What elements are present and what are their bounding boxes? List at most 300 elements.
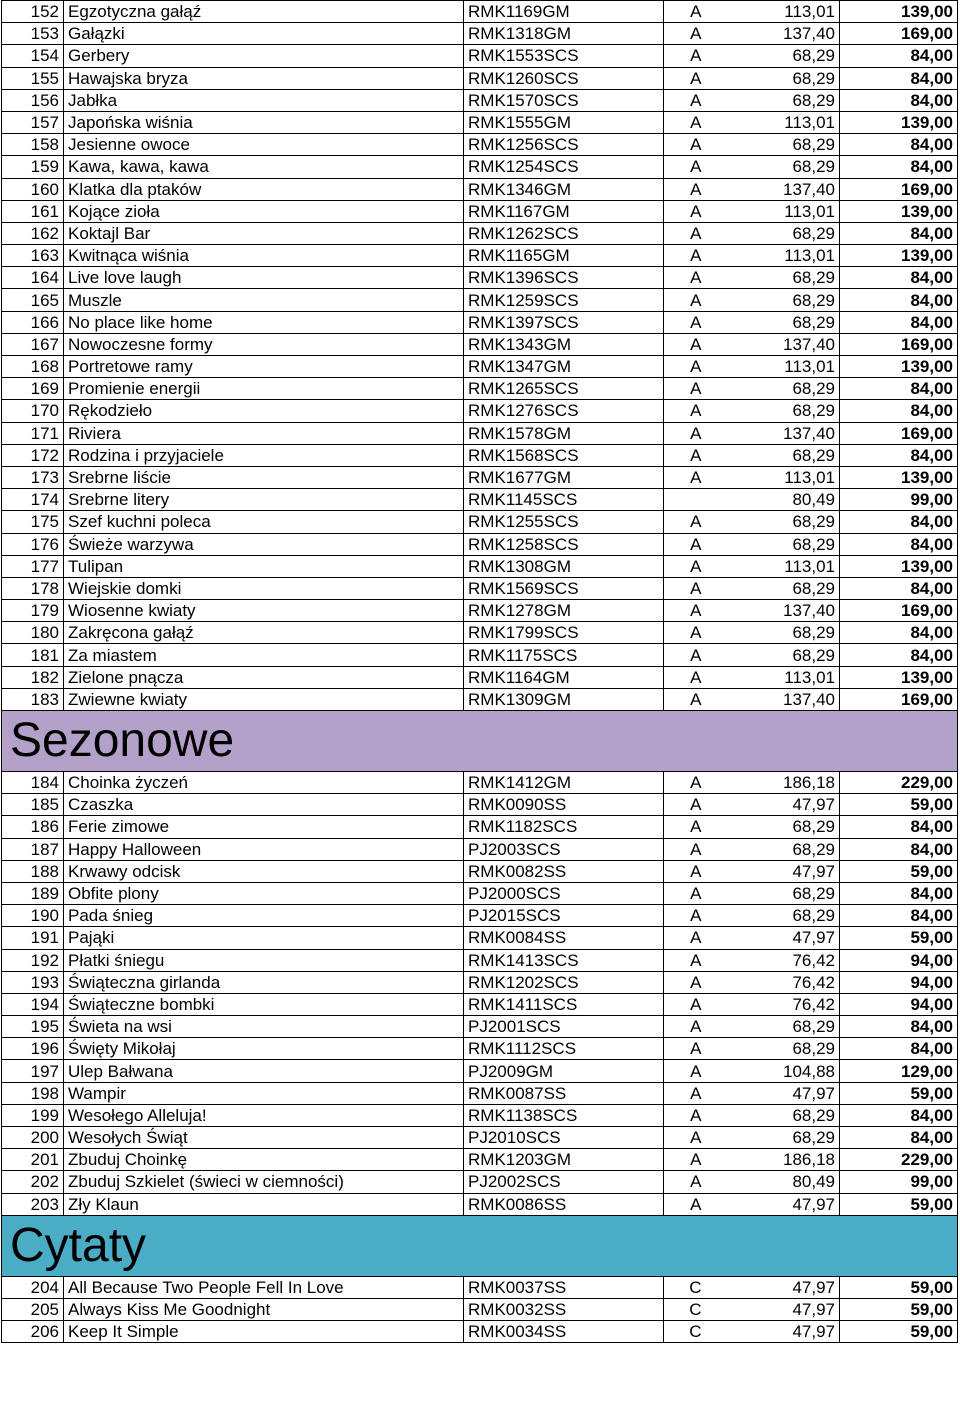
item-category: A	[664, 400, 706, 422]
price-net: 47,97	[706, 927, 840, 949]
price-net: 113,01	[706, 200, 840, 222]
item-number: 172	[2, 444, 64, 466]
price-net: 113,01	[706, 245, 840, 267]
item-number: 159	[2, 156, 64, 178]
price-net: 186,18	[706, 772, 840, 794]
item-code: RMK1553SCS	[464, 45, 664, 67]
table-row	[2, 577, 958, 599]
item-code: RMK1318GM	[464, 23, 664, 45]
item-code: RMK1256SCS	[464, 134, 664, 156]
price-net: 68,29	[706, 378, 840, 400]
table-row	[2, 111, 958, 133]
table-row	[2, 45, 958, 67]
item-name: No place like home	[64, 311, 464, 333]
item-number: 184	[2, 772, 64, 794]
price-gross: 229,00	[840, 1149, 958, 1171]
table-row	[2, 555, 958, 577]
item-category: C	[664, 1298, 706, 1320]
item-name: Jesienne owoce	[64, 134, 464, 156]
price-net: 137,40	[706, 422, 840, 444]
item-number: 173	[2, 466, 64, 488]
item-category: A	[664, 267, 706, 289]
item-name: Ferie zimowe	[64, 816, 464, 838]
item-category: A	[664, 949, 706, 971]
item-category: A	[664, 333, 706, 355]
item-category: A	[664, 1171, 706, 1193]
item-name: Szef kuchni poleca	[64, 511, 464, 533]
item-code: PJ2009GM	[464, 1060, 664, 1082]
price-net: 68,29	[706, 577, 840, 599]
price-net: 76,42	[706, 949, 840, 971]
price-gross: 94,00	[840, 971, 958, 993]
price-net: 186,18	[706, 1149, 840, 1171]
item-name: Za miastem	[64, 644, 464, 666]
item-category: A	[664, 23, 706, 45]
table-row	[2, 400, 958, 422]
item-name: Rodzina i przyjaciele	[64, 444, 464, 466]
item-category: A	[664, 1193, 706, 1215]
item-code: RMK1262SCS	[464, 222, 664, 244]
item-code: PJ2000SCS	[464, 882, 664, 904]
item-name: Srebrne litery	[64, 489, 464, 511]
item-category: A	[664, 1060, 706, 1082]
item-category: A	[664, 794, 706, 816]
item-name: Świeta na wsi	[64, 1016, 464, 1038]
table-row	[2, 222, 958, 244]
item-code: RMK1412GM	[464, 772, 664, 794]
item-category: A	[664, 666, 706, 688]
item-category: A	[664, 178, 706, 200]
item-name: Płatki śniegu	[64, 949, 464, 971]
item-name: Nowoczesne formy	[64, 333, 464, 355]
item-code: RMK1259SCS	[464, 289, 664, 311]
item-name: Święty Mikołaj	[64, 1038, 464, 1060]
item-number: 177	[2, 555, 64, 577]
item-number: 163	[2, 245, 64, 267]
item-number: 193	[2, 971, 64, 993]
price-net: 47,97	[706, 1082, 840, 1104]
item-name: Jabłka	[64, 89, 464, 111]
item-number: 183	[2, 688, 64, 710]
item-name: Gałązki	[64, 23, 464, 45]
table-row	[2, 333, 958, 355]
item-name: Always Kiss Me Goodnight	[64, 1298, 464, 1320]
price-net: 113,01	[706, 666, 840, 688]
price-net: 68,29	[706, 134, 840, 156]
item-code: RMK1569SCS	[464, 577, 664, 599]
price-gross: 84,00	[840, 45, 958, 67]
table-row	[2, 860, 958, 882]
item-name: Egzotyczna gałąź	[64, 1, 464, 23]
item-number: 203	[2, 1193, 64, 1215]
item-name: Tulipan	[64, 555, 464, 577]
item-number: 189	[2, 882, 64, 904]
price-net: 137,40	[706, 688, 840, 710]
item-code: RMK1278GM	[464, 600, 664, 622]
item-number: 167	[2, 333, 64, 355]
price-gross: 84,00	[840, 816, 958, 838]
price-gross: 59,00	[840, 794, 958, 816]
section-title: Cytaty	[2, 1215, 958, 1276]
price-gross: 59,00	[840, 1276, 958, 1298]
item-name: Hawajska bryza	[64, 67, 464, 89]
item-category: A	[664, 245, 706, 267]
item-category: A	[664, 222, 706, 244]
price-gross: 84,00	[840, 882, 958, 904]
price-net: 113,01	[706, 356, 840, 378]
item-code: RMK1568SCS	[464, 444, 664, 466]
item-category: A	[664, 1104, 706, 1126]
item-category: A	[664, 67, 706, 89]
price-gross: 84,00	[840, 644, 958, 666]
price-net: 68,29	[706, 1104, 840, 1126]
price-net: 68,29	[706, 400, 840, 422]
price-gross: 139,00	[840, 1, 958, 23]
item-name: Świeże warzywa	[64, 533, 464, 555]
item-category: A	[664, 882, 706, 904]
item-category: A	[664, 1127, 706, 1149]
price-gross: 84,00	[840, 289, 958, 311]
item-number: 202	[2, 1171, 64, 1193]
price-net: 68,29	[706, 511, 840, 533]
item-number: 165	[2, 289, 64, 311]
item-category: A	[664, 45, 706, 67]
item-number: 198	[2, 1082, 64, 1104]
item-name: Srebrne liście	[64, 466, 464, 488]
item-code: RMK1164GM	[464, 666, 664, 688]
item-name: Zbuduj Szkielet (świeci w ciemności)	[64, 1171, 464, 1193]
table-row	[2, 156, 958, 178]
table-row	[2, 67, 958, 89]
price-gross: 84,00	[840, 67, 958, 89]
price-net: 68,29	[706, 905, 840, 927]
item-code: RMK1255SCS	[464, 511, 664, 533]
price-net: 113,01	[706, 466, 840, 488]
item-number: 155	[2, 67, 64, 89]
item-code: RMK1578GM	[464, 422, 664, 444]
price-net: 80,49	[706, 1171, 840, 1193]
table-row	[2, 489, 958, 511]
item-name: Kojące zioła	[64, 200, 464, 222]
price-net: 76,42	[706, 971, 840, 993]
table-row	[2, 927, 958, 949]
table-row	[2, 1060, 958, 1082]
item-name: Zakręcona gałąź	[64, 622, 464, 644]
price-net: 68,29	[706, 1016, 840, 1038]
item-number: 156	[2, 89, 64, 111]
table-row	[2, 949, 958, 971]
item-name: Świąteczne bombki	[64, 993, 464, 1015]
item-name: Kawa, kawa, kawa	[64, 156, 464, 178]
price-net: 68,29	[706, 444, 840, 466]
price-net: 68,29	[706, 222, 840, 244]
item-code: RMK1167GM	[464, 200, 664, 222]
price-gross: 94,00	[840, 949, 958, 971]
table-row	[2, 666, 958, 688]
price-gross: 84,00	[840, 311, 958, 333]
item-code: RMK1254SCS	[464, 156, 664, 178]
item-code: RMK1308GM	[464, 555, 664, 577]
item-code: RMK1182SCS	[464, 816, 664, 838]
table-row	[2, 1127, 958, 1149]
item-code: RMK0037SS	[464, 1276, 664, 1298]
price-net: 137,40	[706, 333, 840, 355]
item-number: 179	[2, 600, 64, 622]
price-net: 68,29	[706, 89, 840, 111]
item-category: A	[664, 993, 706, 1015]
item-name: Portretowe ramy	[64, 356, 464, 378]
item-name: Promienie energii	[64, 378, 464, 400]
price-net: 68,29	[706, 1038, 840, 1060]
item-number: 161	[2, 200, 64, 222]
price-net: 68,29	[706, 838, 840, 860]
price-gross: 84,00	[840, 577, 958, 599]
item-code: RMK1202SCS	[464, 971, 664, 993]
item-code: RMK0087SS	[464, 1082, 664, 1104]
price-net: 68,29	[706, 156, 840, 178]
price-gross: 169,00	[840, 600, 958, 622]
price-net: 104,88	[706, 1060, 840, 1082]
price-gross: 139,00	[840, 666, 958, 688]
item-number: 206	[2, 1321, 64, 1343]
table-row	[2, 993, 958, 1015]
price-net: 68,29	[706, 533, 840, 555]
price-gross: 139,00	[840, 245, 958, 267]
item-name: Krwawy odcisk	[64, 860, 464, 882]
price-net: 68,29	[706, 67, 840, 89]
item-name: Klatka dla ptaków	[64, 178, 464, 200]
price-net: 68,29	[706, 882, 840, 904]
item-category: A	[664, 511, 706, 533]
price-gross: 84,00	[840, 838, 958, 860]
table-row	[2, 1276, 958, 1298]
item-category: A	[664, 289, 706, 311]
table-row	[2, 816, 958, 838]
price-gross: 139,00	[840, 356, 958, 378]
item-category: A	[664, 311, 706, 333]
table-row	[2, 794, 958, 816]
price-gross: 84,00	[840, 134, 958, 156]
price-table-body	[2, 1, 958, 1343]
item-number: 204	[2, 1276, 64, 1298]
item-name: Wiejskie domki	[64, 577, 464, 599]
item-code: RMK0084SS	[464, 927, 664, 949]
item-name: Rękodzieło	[64, 400, 464, 422]
item-code: RMK1347GM	[464, 356, 664, 378]
price-gross: 84,00	[840, 89, 958, 111]
price-gross: 84,00	[840, 622, 958, 644]
table-row	[2, 23, 958, 45]
item-category: A	[664, 927, 706, 949]
item-name: Muszle	[64, 289, 464, 311]
price-gross: 99,00	[840, 489, 958, 511]
price-gross: 59,00	[840, 1193, 958, 1215]
price-gross: 139,00	[840, 200, 958, 222]
price-net: 47,97	[706, 1321, 840, 1343]
table-row	[2, 772, 958, 794]
price-net: 113,01	[706, 111, 840, 133]
price-gross: 84,00	[840, 1104, 958, 1126]
price-gross: 84,00	[840, 156, 958, 178]
item-category: A	[664, 555, 706, 577]
item-code: PJ2010SCS	[464, 1127, 664, 1149]
price-gross: 59,00	[840, 927, 958, 949]
table-row	[2, 1082, 958, 1104]
item-name: Wiosenne kwiaty	[64, 600, 464, 622]
item-name: Wampir	[64, 1082, 464, 1104]
item-number: 199	[2, 1104, 64, 1126]
item-code: RMK1413SCS	[464, 949, 664, 971]
item-code: RMK1112SCS	[464, 1038, 664, 1060]
item-code: RMK1165GM	[464, 245, 664, 267]
table-row	[2, 882, 958, 904]
item-number: 201	[2, 1149, 64, 1171]
item-number: 153	[2, 23, 64, 45]
price-gross: 84,00	[840, 905, 958, 927]
price-net: 68,29	[706, 45, 840, 67]
item-category: A	[664, 111, 706, 133]
table-row	[2, 134, 958, 156]
item-category: A	[664, 688, 706, 710]
table-row	[2, 622, 958, 644]
item-category: A	[664, 200, 706, 222]
item-name: Gerbery	[64, 45, 464, 67]
item-number: 176	[2, 533, 64, 555]
table-row	[2, 89, 958, 111]
item-category: A	[664, 622, 706, 644]
item-code: PJ2001SCS	[464, 1016, 664, 1038]
table-row	[2, 1321, 958, 1343]
item-code: RMK1396SCS	[464, 267, 664, 289]
price-net: 68,29	[706, 289, 840, 311]
item-number: 152	[2, 1, 64, 23]
price-net: 47,97	[706, 1193, 840, 1215]
item-category: A	[664, 156, 706, 178]
table-row	[2, 1, 958, 23]
item-code: PJ2002SCS	[464, 1171, 664, 1193]
item-category: A	[664, 971, 706, 993]
item-number: 195	[2, 1016, 64, 1038]
table-row	[2, 1104, 958, 1126]
item-name: All Because Two People Fell In Love	[64, 1276, 464, 1298]
item-number: 182	[2, 666, 64, 688]
item-name: Japońska wiśnia	[64, 111, 464, 133]
item-number: 191	[2, 927, 64, 949]
price-gross: 84,00	[840, 444, 958, 466]
item-code: RMK1346GM	[464, 178, 664, 200]
item-category: A	[664, 1016, 706, 1038]
item-category: C	[664, 1276, 706, 1298]
item-name: Świąteczna girlanda	[64, 971, 464, 993]
section-header-row	[2, 1215, 958, 1276]
item-category: A	[664, 1038, 706, 1060]
item-code: PJ2015SCS	[464, 905, 664, 927]
price-gross: 99,00	[840, 1171, 958, 1193]
item-number: 187	[2, 838, 64, 860]
item-code: RMK0032SS	[464, 1298, 664, 1320]
table-row	[2, 178, 958, 200]
price-net: 68,29	[706, 267, 840, 289]
price-gross: 139,00	[840, 555, 958, 577]
item-category: A	[664, 378, 706, 400]
table-row	[2, 1193, 958, 1215]
table-row	[2, 1149, 958, 1171]
price-net: 113,01	[706, 1, 840, 23]
item-name: Zwiewne kwiaty	[64, 688, 464, 710]
item-number: 175	[2, 511, 64, 533]
price-net: 47,97	[706, 794, 840, 816]
table-row	[2, 838, 958, 860]
price-net: 47,97	[706, 1298, 840, 1320]
item-number: 169	[2, 378, 64, 400]
item-code: PJ2003SCS	[464, 838, 664, 860]
item-code: RMK1265SCS	[464, 378, 664, 400]
price-gross: 84,00	[840, 267, 958, 289]
item-number: 200	[2, 1127, 64, 1149]
item-category: A	[664, 905, 706, 927]
price-table	[1, 0, 958, 1343]
item-category: A	[664, 860, 706, 882]
price-gross: 84,00	[840, 533, 958, 555]
item-number: 190	[2, 905, 64, 927]
item-name: Happy Halloween	[64, 838, 464, 860]
table-row	[2, 688, 958, 710]
price-gross: 84,00	[840, 511, 958, 533]
item-number: 160	[2, 178, 64, 200]
table-row	[2, 511, 958, 533]
item-code: RMK1276SCS	[464, 400, 664, 422]
item-category: A	[664, 134, 706, 156]
item-name: Zbuduj Choinkę	[64, 1149, 464, 1171]
table-row	[2, 422, 958, 444]
table-row	[2, 245, 958, 267]
item-number: 164	[2, 267, 64, 289]
item-category: A	[664, 644, 706, 666]
price-net: 76,42	[706, 993, 840, 1015]
table-row	[2, 1016, 958, 1038]
item-category: A	[664, 89, 706, 111]
item-code: RMK1799SCS	[464, 622, 664, 644]
price-gross: 84,00	[840, 400, 958, 422]
item-category: A	[664, 444, 706, 466]
price-gross: 84,00	[840, 378, 958, 400]
table-row	[2, 289, 958, 311]
price-gross: 139,00	[840, 111, 958, 133]
item-category: A	[664, 816, 706, 838]
item-code: RMK1175SCS	[464, 644, 664, 666]
item-number: 154	[2, 45, 64, 67]
section-header-row	[2, 711, 958, 772]
item-number: 166	[2, 311, 64, 333]
item-code: RMK0090SS	[464, 794, 664, 816]
table-row	[2, 356, 958, 378]
price-gross: 84,00	[840, 1127, 958, 1149]
item-number: 181	[2, 644, 64, 666]
item-name: Choinka życzeń	[64, 772, 464, 794]
item-category: A	[664, 772, 706, 794]
item-number: 192	[2, 949, 64, 971]
item-category: A	[664, 466, 706, 488]
price-gross: 139,00	[840, 466, 958, 488]
item-category: A	[664, 838, 706, 860]
price-net: 68,29	[706, 644, 840, 666]
item-code: RMK0086SS	[464, 1193, 664, 1215]
price-gross: 169,00	[840, 23, 958, 45]
item-number: 168	[2, 356, 64, 378]
item-name: Zły Klaun	[64, 1193, 464, 1215]
item-number: 194	[2, 993, 64, 1015]
price-gross: 129,00	[840, 1060, 958, 1082]
